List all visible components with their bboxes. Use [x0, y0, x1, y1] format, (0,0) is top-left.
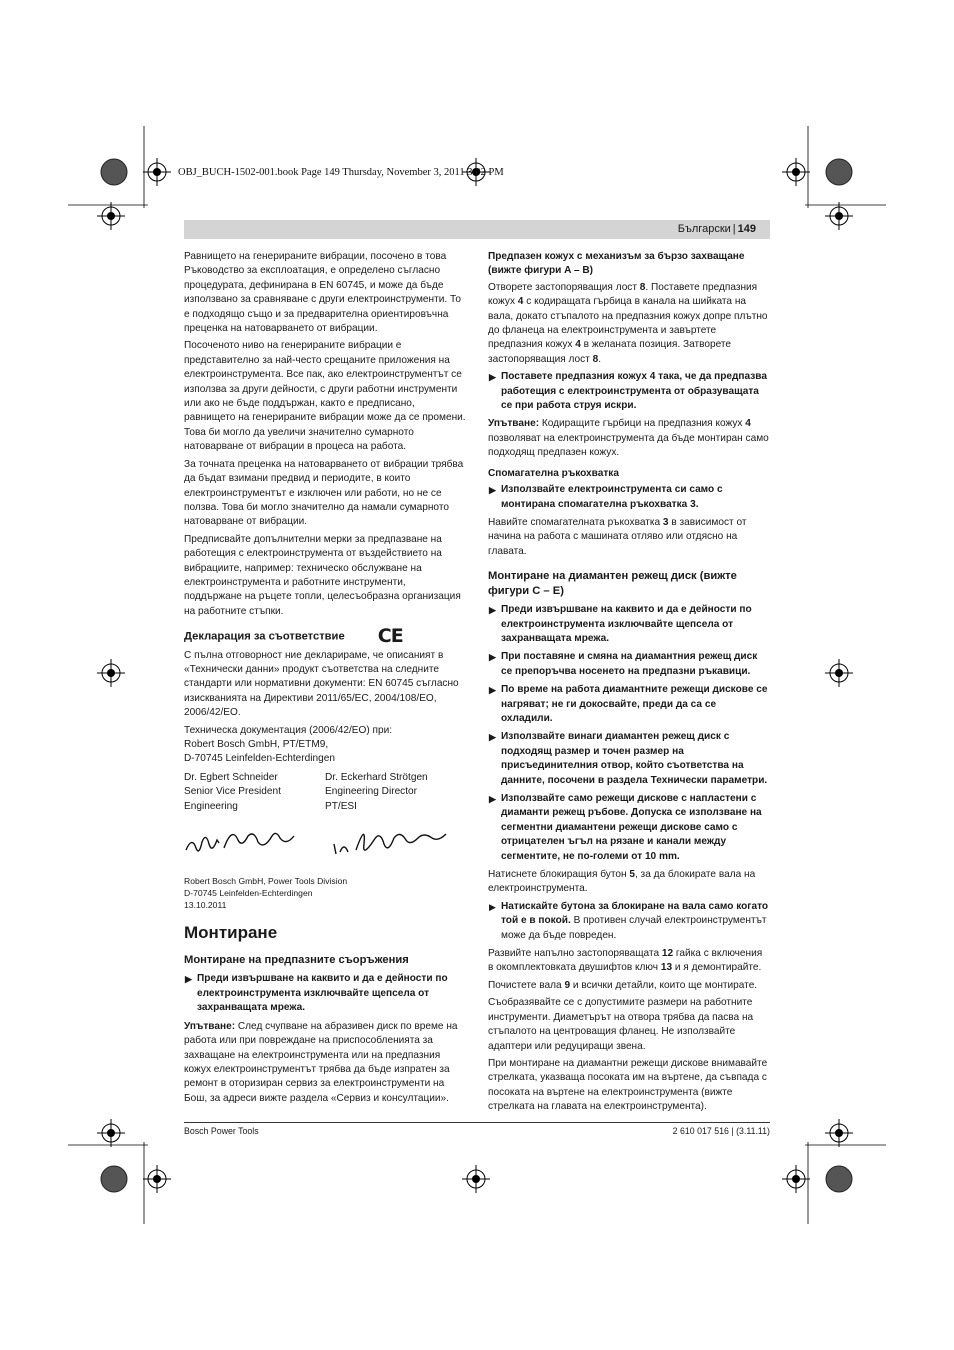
- section-heading-mounting: Монтиране: [184, 923, 278, 943]
- footer-rule: [184, 1122, 770, 1123]
- paragraph: Навийте спомагателната ръкохватка 3 в зависимост от начина на работа с машината отляво или отдясно на главата.: [488, 516, 747, 557]
- paragraph: Равнището на генерираните вибрации, посочено в това Ръководство за експлоатация, е определено съгласно процедурата, дефинирана в EN 60745, и може да бъде използвано за сравняване с други електроинструменти. То е подходящо също и за предварителна ориентировъчна преценка на натоварването от вибрации.: [184, 251, 461, 335]
- paragraph: При монтиране на диамантни режещи дискове внимавайте стрелката, указваща посоката им на въртене, да съвпада с посоката на въртене на електроинструмента (вижте стрелката на главата на електроинструмента).: [488, 1057, 768, 1113]
- diamond-disc-heading: Монтиране на диамантен режещ диск (вижте фигури C – E): [488, 570, 737, 598]
- left-column: [184, 250, 466, 1109]
- aux-handle-heading: Спомагателна ръкохватка: [488, 467, 619, 479]
- paragraph: Посоченото ниво на генерираните вибрации е представително за най-често срещаните приложения на електроинструмента. Все пак, ако електроинструментът се използва за други дейности, с други работни инструменти или ако не бъде поддържан, както е предписано, равнището на генерираните вибрации може да се промени. Това би могло да увеличи значително сумарното натоварване от вибрации в процеса на работа.: [184, 340, 466, 453]
- declaration-text: С пълна отговорност ние декларираме, че описаният в «Технически данни» продукт съответства на следните стандарти или нормативни документи: EN 60745 съгласно изискванията на Директиви 2011/65/EC, 2004/108/EO, 2006/42/EO.: [184, 649, 459, 719]
- paragraph: За точната преценка на натоварването от вибрации трябва да бъдат взимани предвид и периодите, в които електроинструментът е изключен или работи, но не се ползва. Това би могло значително да намали сумарното натоварване от вибрации.: [184, 458, 464, 528]
- warning-bullet: ▶ Използвайте само режещи дискове с напластени с диаманти режещ ръбове. Допуска се използване на сегментни диамантени режещи дискове само с отрицателен ъгъл на рязане и канали между сегментите, не по-големи от 10 mm.: [489, 793, 762, 862]
- paragraph: Съобразявайте се с допустимите размери на работните инструменти. Диаметърът на отвора трябва да пасва на стъпалото на центроващия фланец. Не използвайте адаптери или редуциращи звена.: [488, 997, 754, 1052]
- warning-bullet: ▶ При поставяне и смяна на диамантния режещ диск се препоръчва носенето на предпазни ръкавици.: [489, 651, 758, 677]
- declaration-heading: Декларация за съответствие CE: [184, 625, 403, 648]
- triangle-bullet-icon: ▶: [489, 901, 496, 912]
- warning-bullet: ▶ Натискайте бутона за блокиране на вала само когато той е в покой. В противен случай електроинструментът може да бъде повреден.: [489, 900, 769, 941]
- triangle-bullet-icon: ▶: [489, 652, 496, 663]
- triangle-bullet-icon: ▶: [489, 605, 496, 616]
- ce-mark-icon: CE: [377, 625, 403, 648]
- paragraph: Отворете застопоряващия лост 8. Поставете предпазния кожух 4 с кодиращата гърбица в канала на шийката на вала, докато стъпалото на предпазния кожух допре плътно до фланеца на електроинструмента и завъртете предпазния кожух 4 в желаната позиция. Затворете застопоряващия лост 8.: [488, 281, 768, 365]
- tech-doc: Техническа документация (2006/42/ЕО) при: Robert Bosch GmbH, PT/ETM9, D-70745 Leinfelden-Echterdingen: [184, 724, 393, 765]
- paragraph: Почистете вала 9 и всички детайли, които ще монтирате.: [488, 979, 758, 991]
- company-info: Robert Bosch GmbH, Power Tools Division D-70745 Leinfelden-Echterdingen 13.10.2011: [184, 876, 348, 911]
- warning-bullet: ▶ Преди извършване на каквито и да е дейности по електроинструмента изключвайте щепсела от захранващата мрежа.: [489, 604, 752, 644]
- note: Упътване: Кодиращите гърбици на предпазния кожух 4 позволяват на електроинструмента да бъде монтиран само подходящ предпазен кожух.: [488, 418, 769, 459]
- warning-bullet: ▶ Използвайте винаги диамантен режещ диск с подходящ размер и точен размер на присъединителния отвор, който съответства на данните, посочени в раздела Технически параметри.: [489, 731, 768, 786]
- slug-line: OBJ_BUCH-1502-001.book Page 149 Thursday, November 3, 2011 3:02 PM: [178, 167, 504, 178]
- color-target-icon: [101, 159, 127, 185]
- warning-bullet: ▶ Преди извършване на каквито и да е дейности по електроинструмента изключвайте щепсела от захранващата мрежа.: [185, 973, 448, 1014]
- triangle-bullet-icon: ▶: [489, 732, 496, 743]
- right-column: [488, 250, 770, 1118]
- footer-brand: Bosch Power Tools: [184, 1126, 259, 1136]
- guard-heading: Монтиране на предпазните съоръжения: [184, 954, 409, 967]
- triangle-bullet-icon: ▶: [489, 794, 496, 804]
- header-language: Български: [677, 223, 731, 235]
- note: Упътване: След счупване на абразивен диск по време на работа или при повреждане на приспособленията за захващане на електроинструмента или на предпазния кожух електроинструментът трябва да бъде изпратен за ремонт в оторизиран сервиз за електроинструменти на Бош, за адреси вижте раздела «Сервиз и консултации».: [184, 1020, 458, 1104]
- footer-docnumber: 2 610 017 516 | (3.11.11): [672, 1126, 770, 1136]
- handwritten-signatures: [184, 820, 466, 864]
- guard-qr-heading: Предпазен кожух с механизъм за бързо захващане (вижте фигури A – B): [488, 251, 745, 277]
- triangle-bullet-icon: ▶: [489, 685, 496, 696]
- page-number: 149: [737, 223, 756, 235]
- warning-bullet: ▶ По време на работа диамантните режещи дискове се нагряват; не ги докосвайте, преди да са се охладили.: [489, 684, 768, 724]
- paragraph: Натиснете блокиращия бутон 5, за да блокирате вала на електроинструмента.: [488, 869, 756, 895]
- paragraph: Предписвайте допълнителни мерки за предпазване на работещия с електроинструмента от въздействието на вибрациите, например: техническо обслужване на електроинструмента и работните инструменти, поддържане на ръцете топли, целесъобразна организация на работните стъпки.: [184, 533, 461, 617]
- warning-bullet: ▶ Използвайте електроинструмента си само с монтирана спомагателна ръкохватка 3.: [489, 484, 723, 510]
- triangle-bullet-icon: ▶: [185, 974, 192, 985]
- page-header: Български | 149: [184, 220, 770, 239]
- warning-bullet: ▶ Поставете предпазния кожух 4 така, че да предпазва работещия с електроинструмента от образуващата се при работа струя искри.: [489, 371, 767, 412]
- triangle-bullet-icon: ▶: [489, 485, 496, 496]
- signatories: Dr. Egbert Schneider Senior Vice President Engineering Dr. Eckerhard Strötgen Engineering Director PT/ESI: [184, 771, 428, 812]
- paragraph: Развийте напълно застопоряващата 12 гайка с включения в окомплектовката двушифтов ключ 13 и я демонтирайте.: [488, 948, 763, 974]
- triangle-bullet-icon: ▶: [489, 372, 496, 383]
